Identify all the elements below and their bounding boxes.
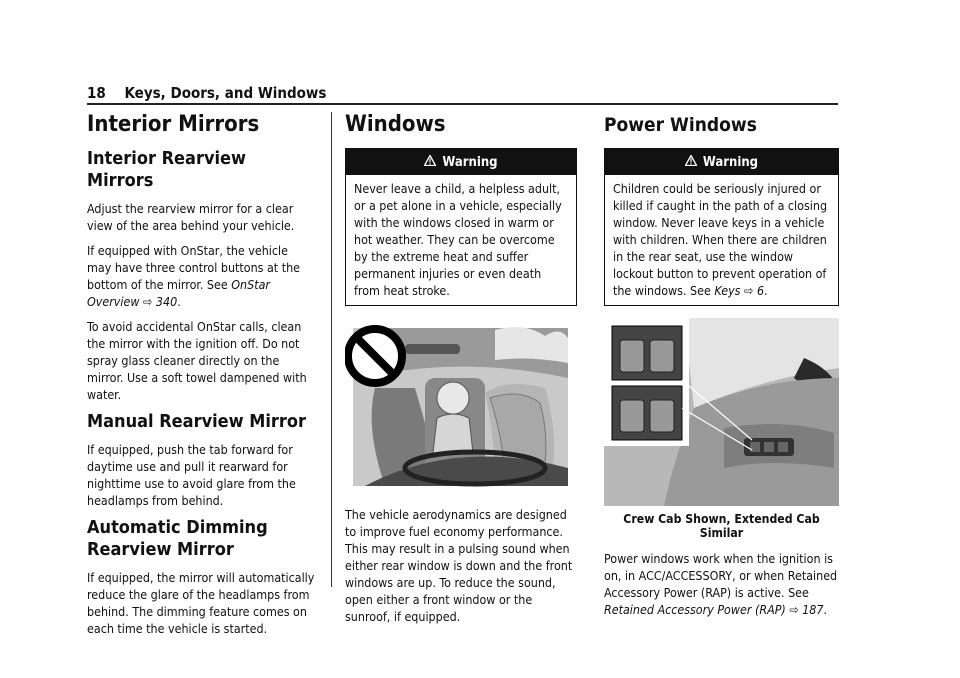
column-interior-mirrors — [87, 112, 315, 645]
warning-text: Children could be seriously injured or killed if caught in the path of a closing window. Never leave keys in a vehicle with children. When there are children in the rear seat, use the window lockout button to prevent operation of the windows. See Keys ⇨ 6. — [613, 181, 828, 298]
child-in-car-illustration — [345, 318, 570, 488]
power-windows-title: Power Windows — [604, 114, 757, 136]
windows-warning-box — [345, 148, 577, 306]
onstar-page-link[interactable]: 340 — [155, 294, 178, 309]
keys-link[interactable]: Keys — [714, 283, 741, 298]
power-windows-warning-box — [604, 148, 839, 306]
interior-rearview-heading: Interior Rearview Mirrors — [87, 148, 246, 191]
section-title: Keys, Doors, and Windows — [124, 84, 327, 102]
warning-text: Never leave a child, a helpless adult, or a pet alone in a vehicle, especially with the windows closed in warm or hot weather. They can be overcome by the extreme heat and suffer permanent injuries or even death from heat stroke. — [354, 181, 562, 298]
column-windows — [345, 112, 577, 633]
warning-label: Warning — [702, 155, 759, 170]
arrow-ref-icon: ⇨ — [143, 294, 153, 309]
rap-page-link[interactable]: 187 — [802, 602, 824, 617]
column-divider — [331, 112, 332, 587]
warning-triangle-icon — [424, 149, 436, 175]
power-windows-paragraph: Power windows work when the ignition is on, in ACC/ACCESSORY, or when Retained Accessory Power (RAP) is active. See Retained Accessory Power (RAP) ⇨ 187. — [604, 551, 838, 617]
warning-triangle-icon — [685, 149, 697, 175]
page-number: 18 — [87, 84, 106, 102]
rearview-paragraph-1: Adjust the rearview mirror for a clear view of the area behind your vehicle. — [87, 201, 295, 233]
arrow-ref-icon: ⇨ — [789, 602, 799, 617]
interior-mirrors-title: Interior Mirrors — [87, 112, 260, 137]
door-window-switch-photo — [604, 318, 839, 506]
manual-rearview-paragraph: If equipped, push the tab forward for daytime use and pull it rearward for nighttime use to avoid glare from the headlamps from behind. — [87, 442, 296, 508]
column-power-windows — [604, 112, 839, 626]
arrow-ref-icon: ⇨ — [744, 283, 754, 298]
warning-header — [346, 149, 576, 175]
rap-link[interactable]: Retained Accessory Power (RAP) — [604, 602, 786, 617]
rearview-paragraph-2: If equipped with OnStar, the vehicle may have three control buttons at the bottom of the mirror. See OnStar Overview ⇨ 340. — [87, 243, 301, 309]
aerodynamics-paragraph: The vehicle aerodynamics are designed to improve fuel economy performance. This may result in a pulsing sound when either rear window is down and the front windows are up. To reduce the sound, open either a front window or the sunroof, if equipped. — [345, 507, 573, 624]
running-header — [87, 84, 326, 102]
onstar-overview-link[interactable]: OnStar Overview — [87, 277, 270, 309]
windows-title: Windows — [345, 112, 446, 137]
keys-page-link[interactable]: 6 — [756, 283, 765, 298]
photo-caption: Crew Cab Shown, Extended Cab Similar — [623, 512, 820, 540]
rearview-paragraph-3: To avoid accidental OnStar calls, clean the mirror with the ignition off. Do not spray glass cleaner directly on the mirror. Use a soft towel dampened with water. — [87, 319, 307, 402]
manual-rearview-heading: Manual Rearview Mirror — [87, 411, 307, 432]
warning-label: Warning — [442, 155, 498, 170]
warning-header — [605, 149, 838, 175]
auto-dimming-paragraph: If equipped, the mirror will automatically reduce the glare of the headlamps from behind. The dimming feature comes on each time the vehicle is started. — [87, 570, 315, 636]
header-rule — [87, 103, 838, 105]
auto-dimming-heading: Automatic Dimming Rearview Mirror — [87, 517, 268, 560]
